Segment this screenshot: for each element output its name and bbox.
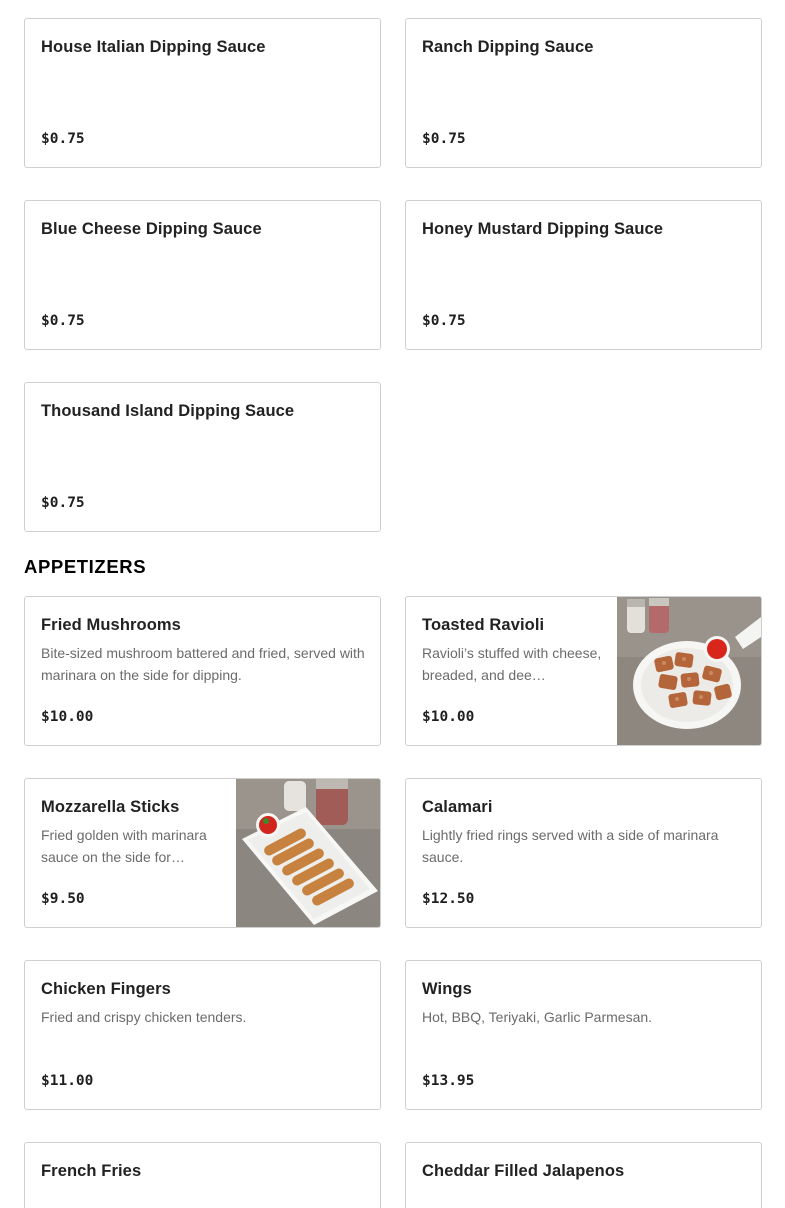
item-price: $9.50 xyxy=(41,891,85,907)
item-price: $12.50 xyxy=(422,891,475,907)
item-price: $10.00 xyxy=(422,709,475,725)
toasted-ravioli-photo xyxy=(617,597,761,745)
item-price: $0.75 xyxy=(41,131,85,147)
menu-item-card[interactable] xyxy=(24,1142,381,1208)
item-name: Fried Mushrooms xyxy=(41,616,181,634)
item-description: Bite-sized mushroom battered and fried, served with marinara on the side for dipping. xyxy=(41,645,365,683)
menu-item-card[interactable] xyxy=(405,596,762,746)
item-name: Wings xyxy=(422,980,472,998)
menu-item-card[interactable] xyxy=(24,778,381,928)
item-name: French Fries xyxy=(41,1162,142,1180)
menu-item-card[interactable] xyxy=(405,778,762,928)
menu-item-card[interactable] xyxy=(405,960,762,1110)
item-price: $0.75 xyxy=(41,495,85,511)
item-price: $11.00 xyxy=(41,1073,94,1089)
item-name: Honey Mustard Dipping Sauce xyxy=(422,220,664,238)
mozzarella-sticks-photo xyxy=(236,779,380,927)
item-name: Calamari xyxy=(422,798,493,816)
item-description: Fried and crispy chicken tenders. xyxy=(41,1009,247,1025)
item-price: $0.75 xyxy=(422,131,466,147)
item-description: Fried golden with marinara sauce on the side for… xyxy=(41,827,207,865)
item-name: Cheddar Filled Jalapenos xyxy=(422,1162,625,1180)
item-name: Blue Cheese Dipping Sauce xyxy=(41,220,262,238)
section-heading: APPETIZERS xyxy=(24,556,147,577)
item-price: $13.95 xyxy=(422,1073,475,1089)
menu-item-card[interactable] xyxy=(24,596,381,746)
menu-item-card[interactable] xyxy=(24,960,381,1110)
item-name: Toasted Ravioli xyxy=(422,616,545,634)
item-name: House Italian Dipping Sauce xyxy=(41,38,266,56)
item-description: Hot, BBQ, Teriyaki, Garlic Parmesan. xyxy=(422,1009,653,1025)
menu-item-card[interactable] xyxy=(405,18,762,168)
item-price: $10.00 xyxy=(41,709,94,725)
item-price: $0.75 xyxy=(41,313,85,329)
item-name: Ranch Dipping Sauce xyxy=(422,38,594,56)
item-description: Lightly fried rings served with a side of marinara sauce. xyxy=(422,827,719,865)
item-description: Ravioli’s stuffed with cheese, breaded, and dee… xyxy=(422,645,602,683)
item-name: Mozzarella Sticks xyxy=(41,798,180,816)
item-name: Chicken Fingers xyxy=(41,980,171,998)
menu-item-card[interactable] xyxy=(405,1142,762,1208)
menu-item-card[interactable] xyxy=(24,382,381,532)
menu-item-card[interactable] xyxy=(405,200,762,350)
menu-item-card[interactable] xyxy=(24,200,381,350)
item-price: $0.75 xyxy=(422,313,466,329)
item-name: Thousand Island Dipping Sauce xyxy=(41,402,295,420)
menu-item-card[interactable] xyxy=(24,18,381,168)
